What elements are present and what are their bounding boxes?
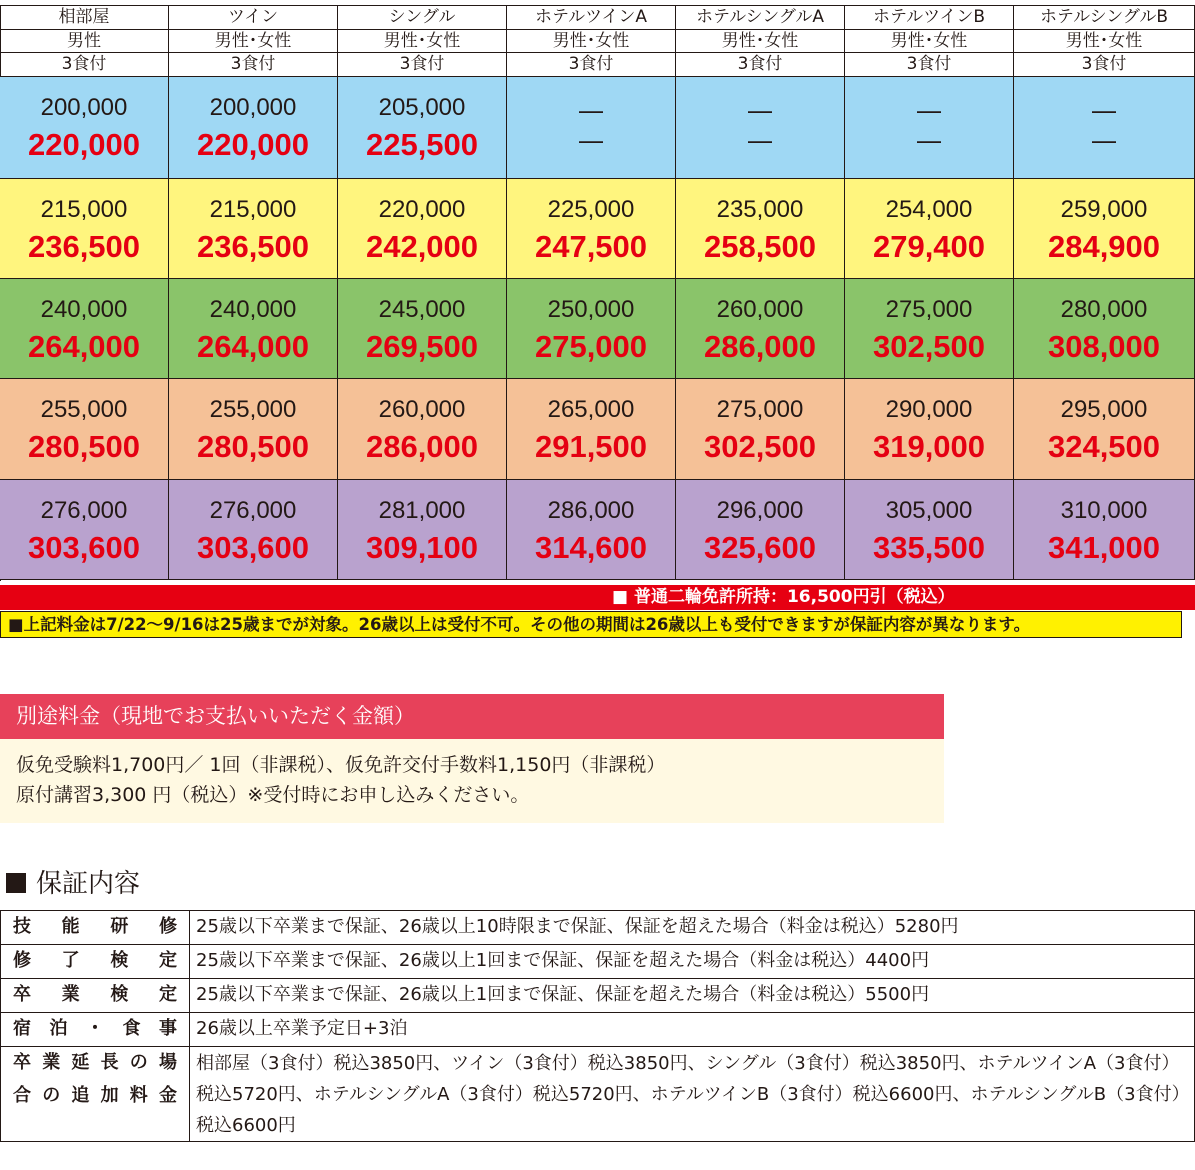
- price-taxed: 291,500: [534, 429, 648, 464]
- price-cell: [507, 480, 676, 580]
- price-cell: [507, 77, 676, 179]
- price-base: 240,000: [40, 296, 128, 323]
- price-taxed: 225,500: [365, 127, 479, 162]
- guarantee-label-char: 追: [71, 1085, 90, 1106]
- price-taxed: 309,100: [365, 530, 479, 565]
- price-taxed: 341,000: [1047, 530, 1161, 565]
- price-cell: [676, 179, 845, 279]
- price-taxed: 269,500: [365, 329, 479, 364]
- price-cell: [676, 279, 845, 379]
- header-room-cell: ホテルシングルA: [676, 5, 845, 30]
- price-base: 255,000: [40, 396, 128, 423]
- price-base: 254,000: [885, 196, 973, 223]
- guarantee-label-char: 卒: [13, 1052, 31, 1073]
- price-taxed: 247,500: [534, 229, 648, 264]
- guarantee-label-char: 能: [61, 916, 80, 937]
- price-cell: [338, 77, 507, 179]
- header-meal-cell: 3食付: [676, 53, 845, 77]
- price-cell: [338, 279, 507, 379]
- guarantee-label-line: [1, 1047, 189, 1080]
- header-room-cell: ホテルツインA: [507, 5, 676, 30]
- price-cell: [1014, 279, 1195, 379]
- price-base: 250,000: [547, 296, 635, 323]
- price-base: 220,000: [378, 196, 466, 223]
- guarantee-label-char: 検: [110, 984, 129, 1005]
- price-taxed: 236,500: [27, 229, 141, 264]
- price-base: 200,000: [40, 94, 128, 121]
- price-cell: [845, 379, 1014, 480]
- guarantee-label-char: ・: [86, 1018, 104, 1039]
- price-cell: [676, 379, 845, 480]
- guarantee-value: 25歳以下卒業まで保証、26歳以上1回まで保証、保証を超えた場合（料金は税込）5500円: [190, 979, 1195, 1013]
- guarantee-label-char: 金: [158, 1085, 177, 1106]
- extra-fees-line-2: 原付講習3,300 円（税込）※受付時にお申し込みください。: [16, 784, 530, 806]
- price-base: 265,000: [547, 396, 635, 423]
- guarantee-label-char: 宿: [13, 1018, 31, 1039]
- price-cell: [338, 480, 507, 580]
- price-cell: [507, 379, 676, 480]
- square-bullet-icon: [6, 873, 26, 893]
- header-room-cell: ホテルシングルB: [1014, 5, 1195, 30]
- price-cell: [0, 179, 169, 279]
- price-base: 276,000: [209, 497, 297, 524]
- price-taxed: 314,600: [534, 530, 648, 565]
- price-taxed: 220,000: [196, 127, 310, 162]
- extra-fees-header: [0, 694, 944, 739]
- guarantee-label-char: 定: [158, 984, 177, 1005]
- price-cell: [845, 77, 1014, 179]
- guarantee-label-char: 業: [42, 1052, 61, 1073]
- price-taxed: 286,000: [365, 429, 479, 464]
- price-taxed: 264,000: [196, 329, 310, 364]
- price-base: 240,000: [209, 296, 297, 323]
- price-base: 310,000: [1060, 497, 1148, 524]
- guarantee-label: [1, 911, 190, 945]
- guarantee-label-line: [1, 945, 189, 978]
- price-base: 205,000: [378, 94, 466, 121]
- price-taxed: 303,600: [27, 530, 141, 565]
- price-taxed: 303,600: [196, 530, 310, 565]
- price-base: 296,000: [716, 497, 804, 524]
- price-base: 305,000: [885, 497, 973, 524]
- guarantee-label-char: の: [129, 1052, 148, 1073]
- price-taxed: 220,000: [27, 127, 141, 162]
- header-room-cell: ホテルツインB: [845, 5, 1014, 30]
- guarantee-label: [1, 979, 190, 1013]
- price-base: 275,000: [885, 296, 973, 323]
- header-gender-cell: 男性･女性: [1014, 30, 1195, 53]
- price-taxed: 279,400: [872, 229, 986, 264]
- price-base-dash: ―: [579, 97, 603, 125]
- guarantee-label-line: [1, 1080, 189, 1113]
- extra-fees-line-1: 仮免受験料1,700円／ 1回（非課税）、仮免許交付手数料1,150円（非課税）: [16, 754, 666, 776]
- guarantee-value: 26歳以上卒業予定日+3泊: [190, 1013, 1195, 1047]
- price-taxed-dash: ―: [579, 127, 603, 155]
- header-gender-cell: 男性･女性: [169, 30, 338, 53]
- price-taxed-dash: ―: [1092, 127, 1116, 155]
- price-base: 235,000: [716, 196, 804, 223]
- price-cell: [169, 179, 338, 279]
- guarantee-label-char: 事: [159, 1018, 177, 1039]
- guarantee-table: [0, 910, 1195, 1142]
- price-cell: [0, 379, 169, 480]
- price-taxed: 258,500: [703, 229, 817, 264]
- price-cell: [0, 77, 169, 179]
- price-cell: [0, 480, 169, 580]
- guarantee-label-char: 合: [13, 1085, 31, 1106]
- guarantee-row: [1, 911, 1195, 945]
- price-base-dash: ―: [1092, 97, 1116, 125]
- guarantee-label-char: 研: [110, 916, 129, 937]
- guarantee-label-line: [1, 1013, 189, 1046]
- price-base: 290,000: [885, 396, 973, 423]
- price-base: 275,000: [716, 396, 804, 423]
- guarantee-value: 相部屋（3食付）税込3850円、ツイン（3食付）税込3850円、シングル（3食付）税込3850円、ホテルツインA（3食付）税込5720円、ホテルシングルA（3食付）税込5720円、ホテルツインB（3食付）税込6600円、ホテルシングルB（3食付）税込6600円: [190, 1047, 1195, 1142]
- guarantee-label-char: 検: [110, 950, 129, 971]
- price-taxed-dash: ―: [748, 127, 772, 155]
- price-base-dash: ―: [748, 97, 772, 125]
- header-room-cell: シングル: [338, 5, 507, 30]
- price-cell: [845, 480, 1014, 580]
- price-taxed: 325,600: [703, 530, 817, 565]
- price-cell: [507, 179, 676, 279]
- price-cell: [676, 77, 845, 179]
- header-room-cell: 相部屋: [0, 5, 169, 30]
- guarantee-label-char: の: [42, 1085, 61, 1106]
- price-base: 260,000: [378, 396, 466, 423]
- guarantee-label-char: 長: [100, 1052, 119, 1073]
- guarantee-label-char: 泊: [49, 1018, 68, 1039]
- price-base-dash: ―: [917, 97, 941, 125]
- header-meal-cell: 3食付: [0, 53, 169, 77]
- header-meal-cell: 3食付: [507, 53, 676, 77]
- price-taxed: 284,900: [1047, 229, 1161, 264]
- guarantee-row: [1, 979, 1195, 1013]
- header-gender-cell: 男性･女性: [507, 30, 676, 53]
- price-taxed: 302,500: [703, 429, 817, 464]
- price-cell: [507, 279, 676, 379]
- extra-fees-title: 別途料金（現地でお支払いいただく金額）: [16, 704, 415, 728]
- price-cell: [338, 379, 507, 480]
- header-room-cell: ツイン: [169, 5, 338, 30]
- price-cell: [1014, 379, 1195, 480]
- guarantee-label-line: [1, 911, 189, 944]
- price-base: 286,000: [547, 497, 635, 524]
- price-cell: [169, 480, 338, 580]
- price-base: 225,000: [547, 196, 635, 223]
- price-cell: [1014, 77, 1195, 179]
- price-cell: [169, 279, 338, 379]
- guarantee-label-char: 修: [13, 950, 31, 971]
- price-taxed: 236,500: [196, 229, 310, 264]
- price-taxed: 264,000: [27, 329, 141, 364]
- discount-note: ■ 普通二輪免許所持：16,500円引（税込）: [612, 587, 955, 607]
- price-taxed: 275,000: [534, 329, 648, 364]
- price-cell: [1014, 179, 1195, 279]
- guarantee-label-char: 修: [158, 916, 177, 937]
- price-base: 281,000: [378, 497, 466, 524]
- header-gender-cell: 男性･女性: [845, 30, 1014, 53]
- guarantee-label-char: 技: [13, 916, 31, 937]
- header-meal-cell: 3食付: [338, 53, 507, 77]
- price-taxed: 308,000: [1047, 329, 1161, 364]
- guarantee-title: 保証内容: [36, 869, 141, 899]
- guarantee-row: [1, 945, 1195, 979]
- guarantee-label-char: 定: [158, 950, 177, 971]
- price-cell: [0, 279, 169, 379]
- price-taxed: 286,000: [703, 329, 817, 364]
- price-taxed-dash: ―: [917, 127, 941, 155]
- price-base: 259,000: [1060, 196, 1148, 223]
- price-taxed: 280,500: [27, 429, 141, 464]
- price-base: 280,000: [1060, 296, 1148, 323]
- price-cell: [845, 179, 1014, 279]
- guarantee-value: 25歳以下卒業まで保証、26歳以上10時限まで保証、保証を超えた場合（料金は税込）5280円: [190, 911, 1195, 945]
- header-gender-cell: 男性･女性: [338, 30, 507, 53]
- header-meal-cell: 3食付: [845, 53, 1014, 77]
- price-base: 215,000: [40, 196, 128, 223]
- guarantee-label: [1, 945, 190, 979]
- price-cell: [169, 379, 338, 480]
- guarantee-label-char: 延: [71, 1052, 90, 1073]
- extra-fees-body: [0, 739, 944, 823]
- guarantee-label-char: 業: [61, 984, 80, 1005]
- price-taxed: 335,500: [872, 530, 986, 565]
- price-base: 295,000: [1060, 396, 1148, 423]
- header-gender-cell: 男性･女性: [676, 30, 845, 53]
- guarantee-label-char: 加: [100, 1085, 119, 1106]
- guarantee-value: 25歳以下卒業まで保証、26歳以上1回まで保証、保証を超えた場合（料金は税込）4400円: [190, 945, 1195, 979]
- guarantee-label-char: 了: [61, 950, 80, 971]
- guarantee-label-char: 場: [158, 1052, 177, 1073]
- price-base: 255,000: [209, 396, 297, 423]
- guarantee-row: [1, 1047, 1195, 1142]
- guarantee-heading: [6, 867, 140, 901]
- price-taxed: 319,000: [872, 429, 986, 464]
- price-base: 215,000: [209, 196, 297, 223]
- price-taxed: 302,500: [872, 329, 986, 364]
- guarantee-label-line: [1, 979, 189, 1012]
- price-base: 245,000: [378, 296, 466, 323]
- price-taxed: 280,500: [196, 429, 310, 464]
- guarantee-label: [1, 1013, 190, 1047]
- guarantee-label-char: 料: [129, 1085, 148, 1106]
- price-taxed: 324,500: [1047, 429, 1161, 464]
- age-note: ■上記料金は7/22～9/16は25歳までが対象。26歳以上は受付不可。その他の期間は26歳以上も受付できますが保証内容が異なります。: [8, 615, 1031, 634]
- header-meal-cell: 3食付: [1014, 53, 1195, 77]
- price-cell: [676, 480, 845, 580]
- discount-bar: [0, 585, 1195, 610]
- guarantee-label-char: 卒: [13, 984, 31, 1005]
- guarantee-label: [1, 1047, 190, 1142]
- price-cell: [169, 77, 338, 179]
- price-taxed: 242,000: [365, 229, 479, 264]
- price-base: 200,000: [209, 94, 297, 121]
- header-gender-cell: 男性: [0, 30, 169, 53]
- price-cell: [1014, 480, 1195, 580]
- guarantee-label-char: 食: [122, 1018, 141, 1039]
- header-meal-cell: 3食付: [169, 53, 338, 77]
- price-cell: [338, 179, 507, 279]
- price-cell: [845, 279, 1014, 379]
- price-base: 260,000: [716, 296, 804, 323]
- price-base: 276,000: [40, 497, 128, 524]
- guarantee-row: [1, 1013, 1195, 1047]
